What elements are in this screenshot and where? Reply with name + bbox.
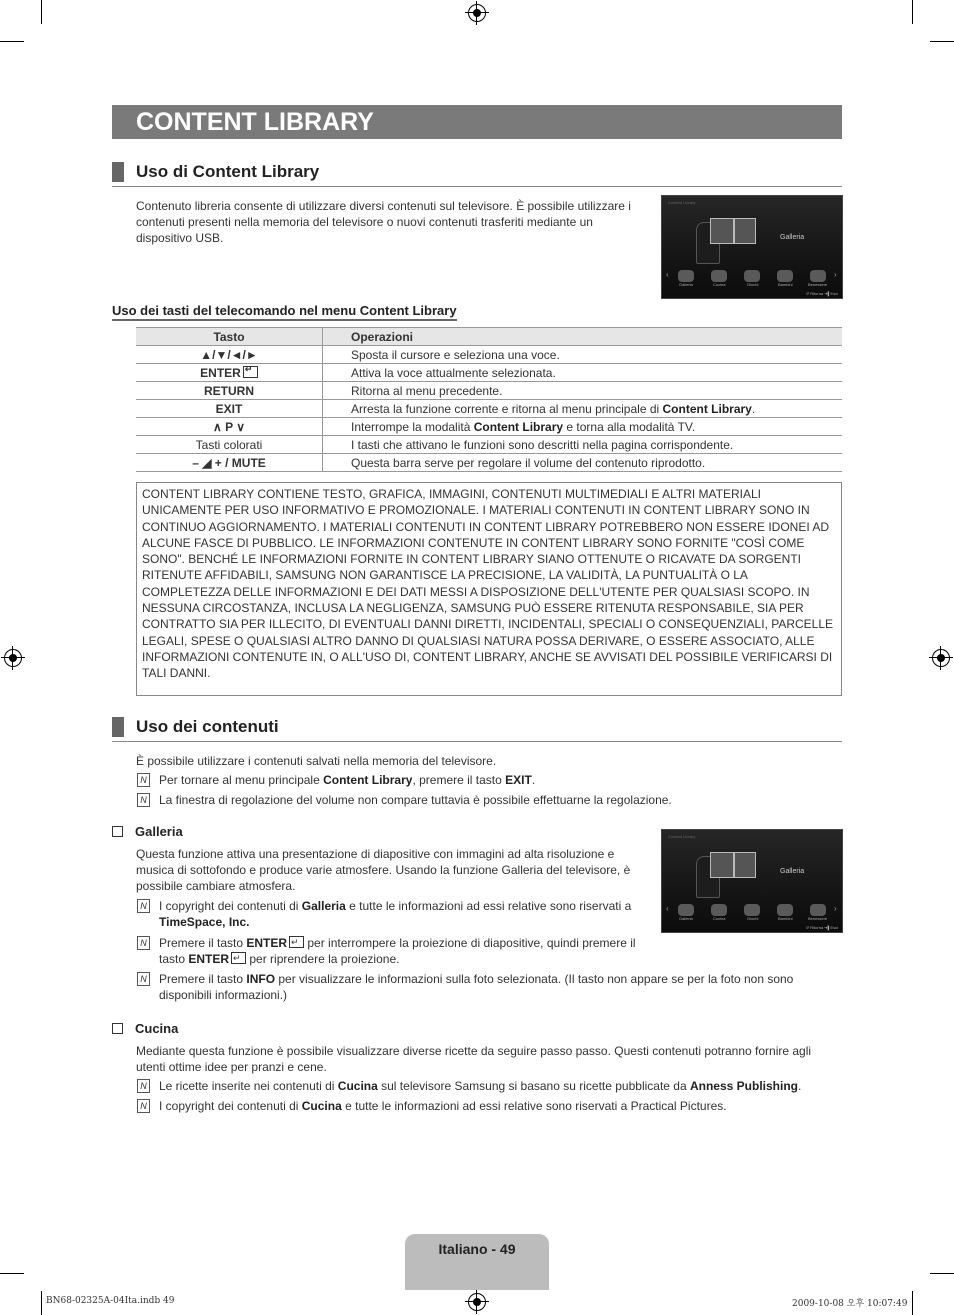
section-heading-uso-di-content-library <box>112 160 842 187</box>
screenshot-label: Galleria <box>780 868 805 875</box>
benessere-icon <box>810 904 826 916</box>
left-arrow-icon: ‹ <box>666 270 669 279</box>
cucina-description: Mediante questa funzione è possibile visualizzare diverse ricette da seguire passo passo. Questi contenuti potranno fornire agli utenti ottime idee per pranzi e cene. <box>136 1044 812 1074</box>
page-title-bar <box>112 105 842 139</box>
registration-mark-icon <box>4 649 22 667</box>
print-footer-right: 2009-10-08 오후 10:07:49 <box>792 1299 908 1309</box>
key-cell: ENTER↵ <box>136 364 323 382</box>
screenshot-footer: ↺ Ritorna ➜▌Esci <box>805 925 838 930</box>
note-icon: N <box>137 793 150 807</box>
table-row <box>136 346 842 364</box>
note-icon: N <box>137 1099 150 1113</box>
note: N Le ricette inserite nei contenuti di Cucina sul televisore Samsung si basano su ricette pubblicate da Anness Publishing. <box>159 1078 839 1094</box>
galleria-screenshot <box>661 829 843 933</box>
op-cell: I tasti che attivano le funzioni sono descritti nella pagina corrispondente. <box>323 436 843 454</box>
screenshot-header: Content Library <box>668 834 696 839</box>
screenshot-footer: ↺ Ritorna ➜▌Esci <box>805 291 838 296</box>
item-label: Bambini <box>778 282 793 287</box>
key-cell: – ◢ + / MUTE <box>136 454 323 472</box>
picture-frame <box>710 852 734 878</box>
checkbox-bullet-icon <box>112 826 123 837</box>
table-row <box>136 382 842 400</box>
item-label: Benessere <box>808 916 828 921</box>
section-marker <box>112 162 124 182</box>
galleria-icon <box>678 904 694 916</box>
note-icon: N <box>137 899 150 913</box>
item-label: Benessere <box>808 282 828 287</box>
note: N La finestra di regolazione del volume non compare tuttavia è possibile effettuarne la regolazione. <box>159 792 839 808</box>
note-icon: N <box>137 936 150 950</box>
op-cell: Interrompe la modalità Content Library e torna alla modalità TV. <box>323 418 843 436</box>
registration-mark-icon <box>468 4 486 22</box>
section-marker <box>112 717 124 737</box>
screenshot-label: Galleria <box>780 234 805 241</box>
op-cell: Ritorna al menu precedente. <box>323 382 843 400</box>
table-row <box>136 436 842 454</box>
usage-intro: È possibile utilizzare i contenuti salvati nella memoria del televisore. <box>136 754 497 768</box>
disclaimer-box: CONTENT LIBRARY CONTIENE TESTO, GRAFICA, IMMAGINI, CONTENUTI MULTIMEDIALI E ALTRI MATERIALI UNICAMENTE PER USO INFORMATIVO E PROMOZIONALE. I MATERIALI CONTENUTI IN CONTENT LIBRARY SONO IN CONTINUO AGGIORNAMENTO. I MATERIALI CONTENUTI IN CONTENT LIBRARY POTREBBERO NON ESSERE IDONEI AD ALCUNE FASCE DI PUBBLICO. LE INFORMAZIONI CONTENUTE IN CONTENT LIBRARY SONO FORNITE "COSÌ COME SONO". BENCHÉ LE INFORMAZIONI FORNITE IN CONTENT LIBRARY SIANO OTTENUTE O RICAVATE DA SORGENTI RITENUTE AFFIDABILI, SAMSUNG NON GARANTISCE LA PRECISIONE, LA VALIDITÀ, LA PUNTUALITÀ O LA COMPLETEZZA DELLE INFORMAZIONI E DEI DATI MESSI A DISPOSIZIONE DELL'UTENTE PER QUALSIASI SCOPO. IN NESSUNA CIRCOSTANZA, INCLUSA LA NEGLIGENZA, SAMSUNG PUÒ ESSERE RITENUTA RESPONSABILE, SIA PER CONTRATTO SIA PER ILLECITO, DI EVENTUALI DANNI DIRETTI, INCIDENTALI, SPECIALI O CONSEQUENZIALI, PARCELLE LEGALI, SPESE O QUALSIASI ALTRO DANNO DI QUALSIASI NATURA POSSA DERIVARE, O ESSERE ASSOCIATO, ALLE INFORMAZIONI CONTENUTE IN, O ALL'USO DI, CONTENT LIBRARY, ANCHE SE AVVISATI DEL POSSIBILE VERIFICARSI DI TALI DANNI. <box>136 482 842 696</box>
note: N Premere il tasto INFO per visualizzare le informazioni sulla foto selezionata. (Il tasto non appare se per la foto non sono disponibili informazioni.) <box>159 971 839 1003</box>
picture-frame <box>734 852 756 878</box>
note: N Premere il tasto ENTER↵ per interrompere la proiezione di diapositive, quindi premere il tasto ENTER↵ per riprendere la proiezione. <box>159 935 649 967</box>
enter-icon <box>243 366 258 378</box>
item-label: Giochi <box>747 282 759 287</box>
right-arrow-icon: › <box>834 270 837 279</box>
op-cell: Arresta la funzione corrente e ritorna al menu principale di Content Library. <box>323 400 843 418</box>
note-icon: N <box>137 972 150 986</box>
right-arrow-icon: › <box>834 904 837 913</box>
cucina-icon <box>711 904 727 916</box>
key-cell: RETURN <box>136 382 323 400</box>
table-header-row <box>136 328 842 346</box>
note-icon: N <box>137 773 150 787</box>
galleria-heading: Galleria <box>112 824 183 839</box>
table-row <box>136 454 842 472</box>
item-label: Galleria <box>679 916 693 921</box>
keys-table-heading: Uso dei tasti del telecomando nel menu Content Library <box>112 303 457 321</box>
note: N Per tornare al menu principale Content Library, premere il tasto EXIT. <box>159 772 839 788</box>
cucina-heading: Cucina <box>112 1021 178 1036</box>
print-footer-left: BN68-02325A-04Ita.indb 49 <box>46 1296 175 1306</box>
intro-paragraph: Contenuto libreria consente di utilizzare diversi contenuti sul televisore. È possibile utilizzare i contenuti presenti nella memoria del televisore o nuovi contenuti trasferiti mediante un dispositivo USB. <box>136 199 631 245</box>
section-title: Uso dei contenuti <box>136 717 279 736</box>
item-label: Galleria <box>679 282 693 287</box>
cucina-icon <box>711 270 727 282</box>
registration-mark-icon <box>932 649 950 667</box>
key-cell: ∧ P ∨ <box>136 418 323 436</box>
note: N I copyright dei contenuti di Cucina e tutte le informazioni ad essi relative sono riservati a Practical Pictures. <box>159 1098 839 1114</box>
column-header: Tasto <box>136 328 323 346</box>
registration-mark-icon <box>468 1293 486 1311</box>
giochi-icon <box>744 904 760 916</box>
enter-icon <box>289 936 304 948</box>
item-label: Cucina <box>713 282 726 287</box>
table-row <box>136 418 842 436</box>
note-icon: N <box>137 1079 150 1093</box>
bambini-icon <box>777 270 793 282</box>
table-row <box>136 364 842 382</box>
galleria-description: Questa funzione attiva una presentazione di diapositive con immagini ad alta risoluzione e musica di sottofondo e produce varie atmosfere. Usando la funzione Galleria del televisore, è possibile cambiare atmosfera. <box>136 847 631 893</box>
page-number: Italiano - 49 <box>438 1241 516 1257</box>
benessere-icon <box>810 270 826 282</box>
picture-frame <box>734 218 756 244</box>
screenshot-header: Content Library <box>668 200 696 205</box>
item-label: Giochi <box>747 916 759 921</box>
content-library-screenshot <box>661 195 843 299</box>
section-title: Uso di Content Library <box>136 162 320 181</box>
giochi-icon <box>744 270 760 282</box>
op-cell: Sposta il cursore e seleziona una voce. <box>323 346 843 364</box>
key-cell: ▲/▼/◄/► <box>136 346 323 364</box>
column-header: Operazioni <box>323 328 843 346</box>
section-heading-uso-dei-contenuti <box>112 715 842 742</box>
item-label: Bambini <box>778 916 793 921</box>
picture-frame <box>710 218 734 244</box>
galleria-icon <box>678 270 694 282</box>
enter-icon <box>231 952 246 964</box>
op-cell: Questa barra serve per regolare il volume del contenuto riprodotto. <box>323 454 843 472</box>
bambini-icon <box>777 904 793 916</box>
op-cell: Attiva la voce attualmente selezionata. <box>323 364 843 382</box>
key-cell: EXIT <box>136 400 323 418</box>
table-row <box>136 400 842 418</box>
note: N I copyright dei contenuti di Galleria e tutte le informazioni ad essi relative sono riservati a TimeSpace, Inc. <box>159 898 645 930</box>
item-label: Cucina <box>713 916 726 921</box>
left-arrow-icon: ‹ <box>666 904 669 913</box>
keys-table <box>136 327 842 472</box>
checkbox-bullet-icon <box>112 1023 123 1034</box>
page-title: CONTENT LIBRARY <box>136 108 374 136</box>
page-number-tab <box>405 1234 549 1290</box>
key-cell: Tasti colorati <box>136 436 323 454</box>
